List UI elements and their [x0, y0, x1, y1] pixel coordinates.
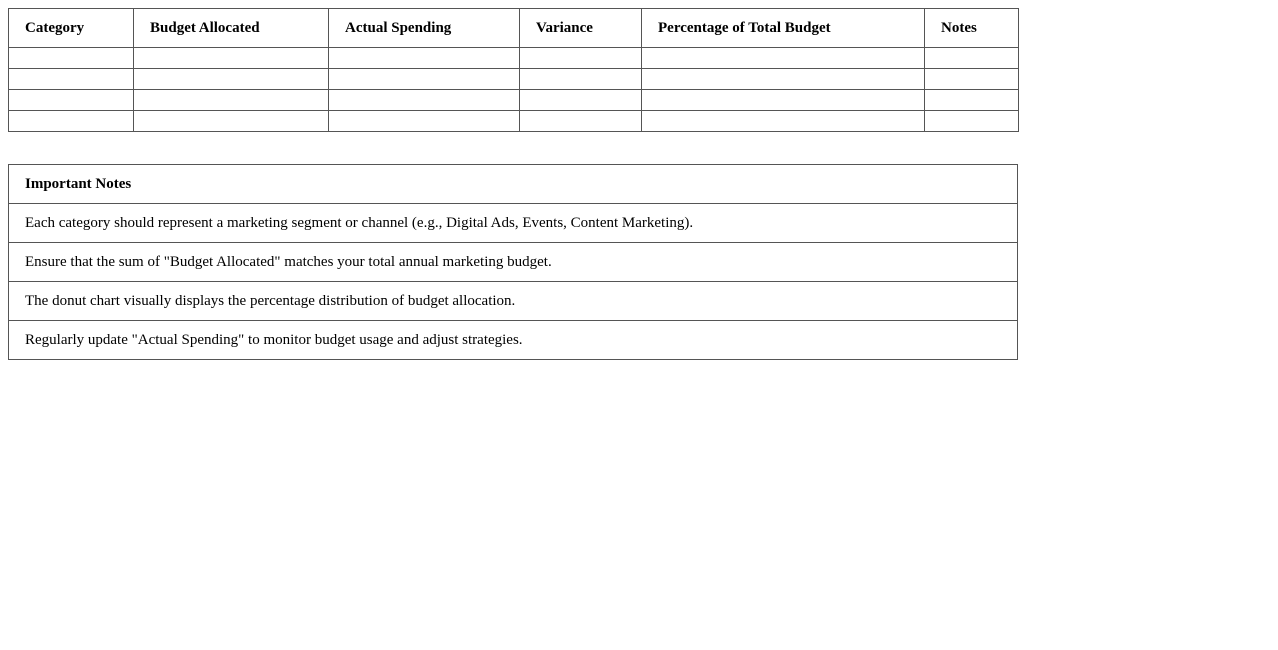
table-cell[interactable]	[520, 111, 642, 132]
table-cell[interactable]	[134, 111, 329, 132]
table-row	[9, 90, 1019, 111]
table-cell[interactable]	[329, 90, 520, 111]
note-row	[9, 204, 1018, 243]
note-row	[9, 243, 1018, 282]
table-cell[interactable]	[520, 48, 642, 69]
table-cell[interactable]	[925, 48, 1019, 69]
table-cell[interactable]	[134, 69, 329, 90]
note-text: Ensure that the sum of "Budget Allocated" matches your total annual marketing budget.	[9, 243, 1018, 282]
table-cell[interactable]	[642, 69, 925, 90]
table-cell[interactable]	[925, 69, 1019, 90]
table-cell[interactable]	[134, 48, 329, 69]
table-cell[interactable]	[642, 111, 925, 132]
notes-title: Important Notes	[9, 165, 1018, 204]
column-header-notes: Notes	[925, 9, 1019, 48]
header-row	[9, 9, 1019, 48]
table-cell[interactable]	[9, 48, 134, 69]
table-cell[interactable]	[9, 90, 134, 111]
table-cell[interactable]	[9, 111, 134, 132]
column-header-variance: Variance	[520, 9, 642, 48]
column-header-budget-allocated: Budget Allocated	[134, 9, 329, 48]
table-row	[9, 111, 1019, 132]
column-header-actual-spending: Actual Spending	[329, 9, 520, 48]
table-cell[interactable]	[925, 111, 1019, 132]
table-cell[interactable]	[329, 69, 520, 90]
table-cell[interactable]	[329, 111, 520, 132]
note-text: Regularly update "Actual Spending" to monitor budget usage and adjust strategies.	[9, 321, 1018, 360]
table-cell[interactable]	[329, 48, 520, 69]
note-row	[9, 321, 1018, 360]
column-header-category: Category	[9, 9, 134, 48]
table-cell[interactable]	[9, 69, 134, 90]
table-cell[interactable]	[642, 48, 925, 69]
budget-table	[8, 8, 1019, 132]
table-row	[9, 69, 1019, 90]
note-row	[9, 282, 1018, 321]
column-header-percentage: Percentage of Total Budget	[642, 9, 925, 48]
table-cell[interactable]	[134, 90, 329, 111]
table-cell[interactable]	[925, 90, 1019, 111]
table-row	[9, 48, 1019, 69]
notes-header-row	[9, 165, 1018, 204]
table-cell[interactable]	[520, 90, 642, 111]
important-notes-table	[8, 164, 1018, 360]
note-text: The donut chart visually displays the percentage distribution of budget allocation.	[9, 282, 1018, 321]
table-cell[interactable]	[642, 90, 925, 111]
table-cell[interactable]	[520, 69, 642, 90]
note-text: Each category should represent a marketing segment or channel (e.g., Digital Ads, Events, Content Marketing).	[9, 204, 1018, 243]
